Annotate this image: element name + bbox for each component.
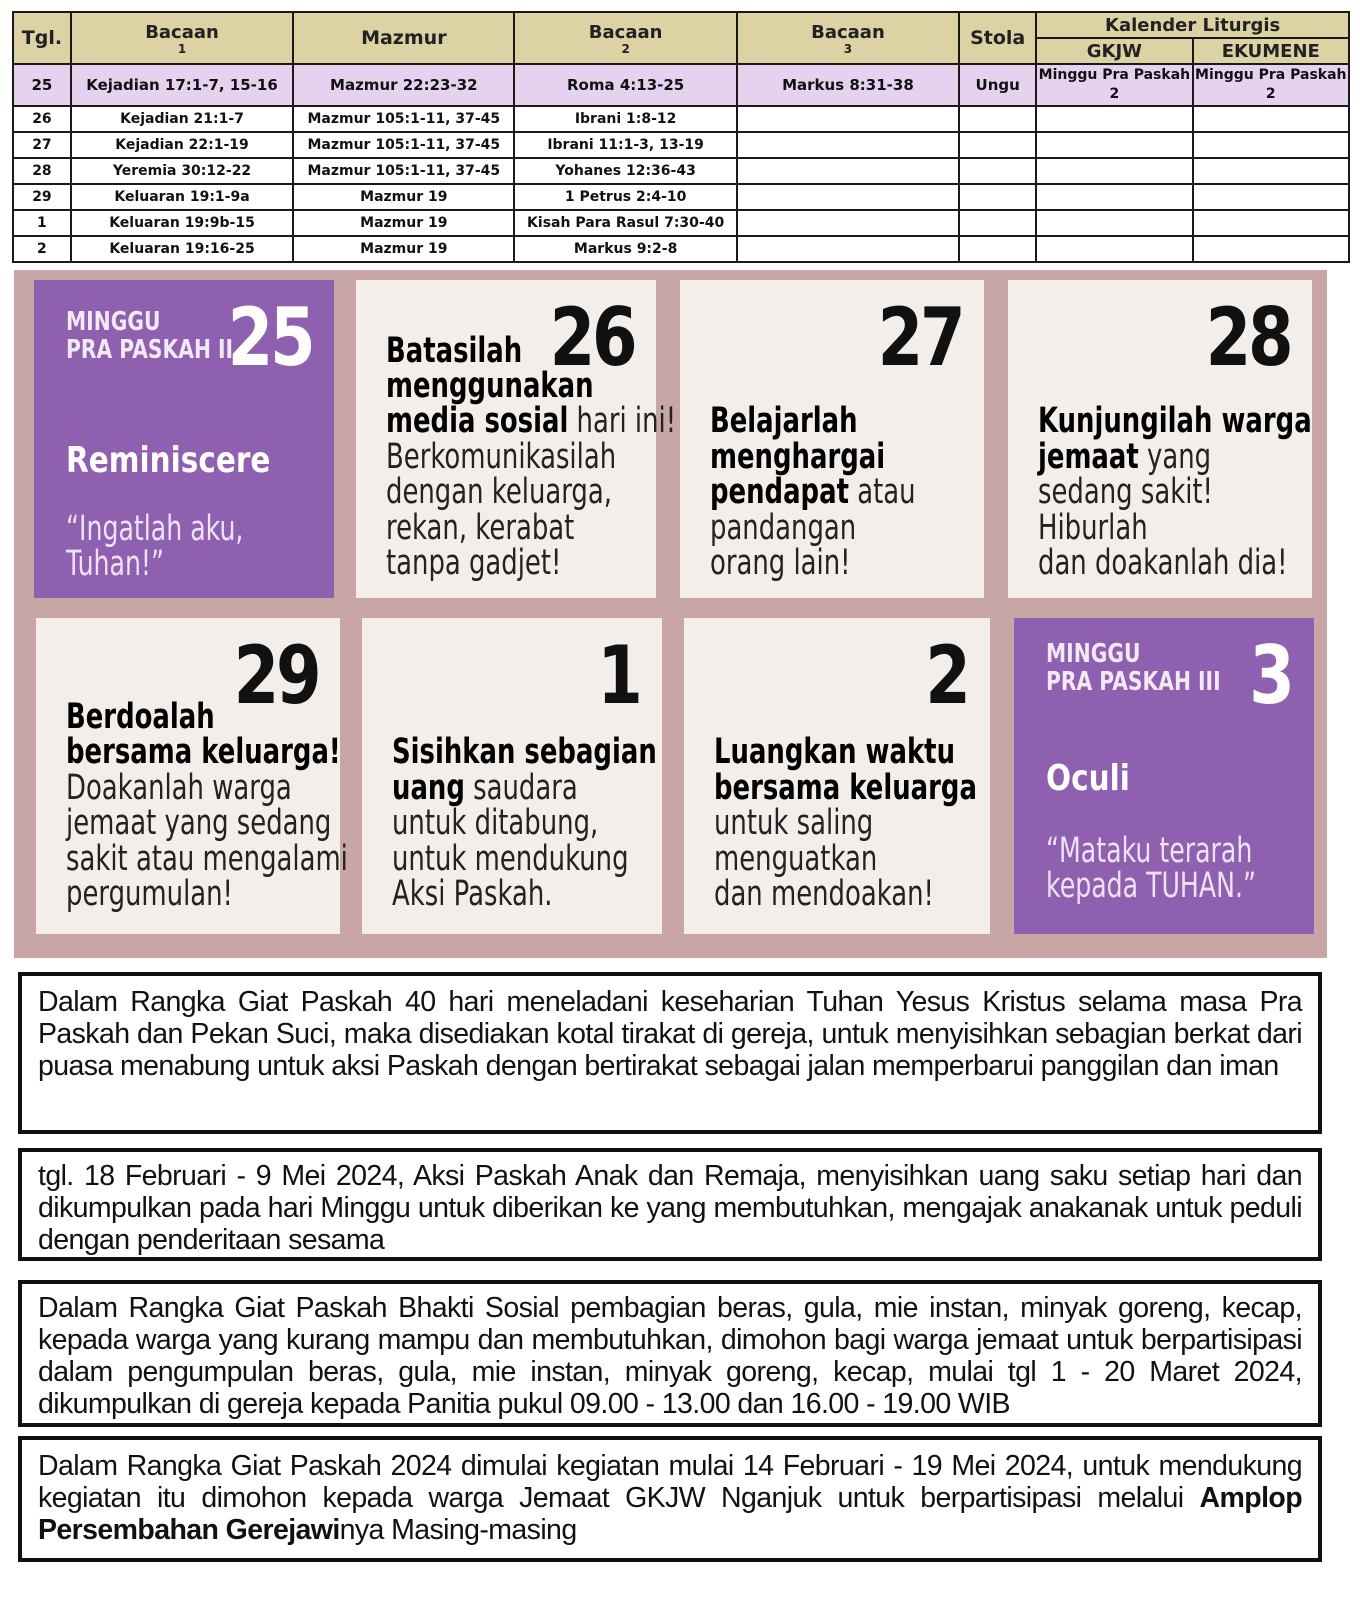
- sunday-quote-line2: kepada TUHAN.”: [1046, 866, 1257, 906]
- sunday-quote-line2: Tuhan!”: [66, 544, 165, 584]
- message-line: menggunakan: [386, 366, 594, 406]
- notice-kotak-tirakat: [18, 972, 1322, 1134]
- notice-text-bold: Amplop Persembahan Gerejawi: [38, 1482, 1302, 1546]
- cell-ekumene: Minggu Pra Paskah 2: [1193, 64, 1349, 106]
- cell-mazmur: Mazmur 22:23-32: [293, 64, 514, 106]
- message-line: Batasilah: [386, 331, 523, 371]
- header-bacaan-3: Bacaan 3: [737, 12, 959, 64]
- sunday-quote-line1: “Mataku terarah: [1046, 831, 1253, 871]
- cell-gkjw: [1036, 236, 1192, 262]
- calendar-cell-26: [356, 280, 677, 598]
- cell-bacaan-1: Keluaran 19:16-25: [71, 236, 293, 262]
- message-line: sakit atau mengalami: [66, 839, 348, 879]
- cell-ekumene: [1193, 184, 1349, 210]
- cell-stola: Ungu: [959, 64, 1036, 106]
- message-line: sedang sakit!: [1038, 472, 1213, 512]
- cell-gkjw: Minggu Pra Paskah 2: [1036, 64, 1192, 106]
- header-mazmur: Mazmur: [293, 12, 514, 64]
- day-number: 2: [925, 629, 968, 722]
- cell-tgl: 25: [13, 64, 71, 106]
- sunday-quote-line1: “Ingatlah aku,: [66, 509, 244, 549]
- cell-bacaan-3: [737, 184, 959, 210]
- notice-text: Dalam Rangka Giat Paskah Bhakti Sosial pembagian beras, gula, mie instan, minyak goreng, kecap, kepada warga yang kurang mampu dan membutuhkan, dimohon bagi warga jemaat untuk berpartisipasi dalam pengumpulan beras, gula, mie instan, minyak goreng, kecap, mulai tgl 1 - 20 Maret 2024, dikumpulkan di gereja kepada Panitia pukul 09.00 - 13.00 dan 16.00 - 19.00 WIB: [38, 1292, 1302, 1420]
- cell-tgl: 1: [13, 210, 71, 236]
- header-gkjw: GKJW: [1036, 38, 1192, 64]
- cell-tgl: 27: [13, 132, 71, 158]
- cell-mazmur: Mazmur 19: [293, 236, 514, 262]
- message-line: dan doakanlah dia!: [1038, 543, 1288, 583]
- message-line: uang saudara: [392, 768, 578, 808]
- day-number: 1: [597, 629, 640, 722]
- cell-ekumene: [1193, 132, 1349, 158]
- sunday-title-line1: MINGGU: [1046, 639, 1141, 669]
- table-row: [13, 64, 1349, 106]
- cell-bacaan-1: Keluaran 19:1-9a: [71, 184, 293, 210]
- cell-bacaan-3: [737, 106, 959, 132]
- cell-stola: [959, 184, 1036, 210]
- table-row: [13, 158, 1349, 184]
- notice-text: Dalam Rangka Giat Paskah 40 hari meneladani keseharian Tuhan Yesus Kristus selama masa Pra Paskah dan Pekan Suci, maka disediakan kotal tirakat di gereja, untuk menyisihkan sebagian berkat dari puasa menabung untuk aksi Paskah dengan bertirakat sebagai jalan memperbarui panggilan dan iman: [38, 986, 1302, 1082]
- table-row: [13, 184, 1349, 210]
- table-row: [13, 210, 1349, 236]
- calendar-grid: [14, 270, 1327, 958]
- sunday-name: Oculi: [1046, 758, 1130, 799]
- cell-tgl: 29: [13, 184, 71, 210]
- cell-bacaan-2: Markus 9:2-8: [514, 236, 736, 262]
- cell-ekumene: [1193, 210, 1349, 236]
- sunday-name: Reminiscere: [66, 440, 271, 481]
- calendar-cell-28: [1008, 280, 1312, 598]
- header-ekumene: EKUMENE: [1193, 38, 1349, 64]
- message-line: menghargai: [710, 437, 886, 477]
- cell-stola: [959, 210, 1036, 236]
- message-line: bersama keluarga: [714, 768, 977, 808]
- message-line: pergumulan!: [66, 874, 233, 914]
- cell-bacaan-3: [737, 210, 959, 236]
- cell-bacaan-3: [737, 132, 959, 158]
- calendar-cell-25: [34, 280, 334, 598]
- calendar-cell-2: [684, 618, 990, 934]
- message-line: menguatkan: [714, 839, 878, 879]
- day-number: 26: [549, 291, 634, 384]
- notice-text: Dalam Rangka Giat Paskah 2024 dimulai kegiatan mulai 14 Februari - 19 Mei 2024, untuk mendukung kegiatan itu dimohon kepada warga Jemaat GKJW Nganjuk untuk berpartisipasi melalui: [38, 1450, 1302, 1514]
- table-row: [13, 236, 1349, 262]
- message-line: untuk ditabung,: [392, 803, 599, 843]
- header-bacaan-2: Bacaan 2: [514, 12, 736, 64]
- cell-bacaan-3: [737, 236, 959, 262]
- cell-bacaan-1: Yeremia 30:12-22: [71, 158, 293, 184]
- cell-tgl: 2: [13, 236, 71, 262]
- cell-bacaan-1: Keluaran 19:9b-15: [71, 210, 293, 236]
- message-line: Doakanlah warga: [66, 768, 292, 808]
- cell-ekumene: [1193, 158, 1349, 184]
- cell-gkjw: [1036, 210, 1192, 236]
- cell-mazmur: Mazmur 19: [293, 210, 514, 236]
- message-line: Luangkan waktu: [714, 732, 956, 772]
- message-line: Kunjungilah warga: [1038, 401, 1312, 441]
- cell-mazmur: Mazmur 19: [293, 184, 514, 210]
- cell-mazmur: Mazmur 105:1-11, 37-45: [293, 106, 514, 132]
- cell-tgl: 26: [13, 106, 71, 132]
- day-number: 27: [877, 291, 962, 384]
- table-row: [13, 106, 1349, 132]
- header-tgl: Tgl.: [13, 12, 71, 64]
- message-line: bersama keluarga!: [66, 732, 341, 772]
- cell-stola: [959, 106, 1036, 132]
- cell-ekumene: [1193, 236, 1349, 262]
- sunday-title-line2: PRA PASKAH II: [66, 335, 234, 365]
- day-number: 28: [1205, 291, 1290, 384]
- message-line: media sosial hari ini!: [386, 401, 677, 441]
- notice-amplop-persembahan: [18, 1436, 1322, 1562]
- header-bacaan-1: Bacaan 1: [71, 12, 293, 64]
- message-line: untuk saling: [714, 803, 874, 843]
- calendar-cell-1: [362, 618, 662, 934]
- cell-gkjw: [1036, 106, 1192, 132]
- message-line: Berkomunikasilah: [386, 437, 617, 477]
- cell-bacaan-1: Kejadian 17:1-7, 15-16: [71, 64, 293, 106]
- cell-stola: [959, 236, 1036, 262]
- cell-gkjw: [1036, 184, 1192, 210]
- message-line: rekan, kerabat: [386, 508, 575, 548]
- sunday-title-line1: MINGGU: [66, 307, 161, 337]
- readings-table: [12, 11, 1350, 263]
- message-line: dengan keluarga,: [386, 472, 612, 512]
- cell-gkjw: [1036, 158, 1192, 184]
- cell-stola: [959, 132, 1036, 158]
- message-line: Belajarlah: [710, 401, 858, 441]
- cell-bacaan-2: Ibrani 11:1-3, 13-19: [514, 132, 736, 158]
- message-line: Berdoalah: [66, 697, 215, 737]
- cell-mazmur: Mazmur 105:1-11, 37-45: [293, 132, 514, 158]
- message-line: orang lain!: [710, 543, 851, 583]
- day-number: 25: [227, 291, 312, 384]
- notice-bhakti-sosial: [18, 1280, 1322, 1427]
- header-kalender-liturgis: Kalender Liturgis: [1036, 12, 1349, 38]
- cell-bacaan-2: Yohanes 12:36-43: [514, 158, 736, 184]
- message-line: Hiburlah: [1038, 508, 1148, 548]
- message-line: jemaat yang: [1038, 437, 1212, 477]
- table-row: [13, 132, 1349, 158]
- notice-text: tgl. 18 Februari - 9 Mei 2024, Aksi Paskah Anak dan Remaja, menyisihkan uang saku setiap hari dan dikumpulkan pada hari Minggu untuk diberikan ke yang membutuhkan, mengajak anakanak untuk peduli dengan penderitaan sesama: [38, 1160, 1302, 1256]
- header-stola: Stola: [959, 12, 1036, 64]
- cell-bacaan-1: Kejadian 21:1-7: [71, 106, 293, 132]
- cell-bacaan-2: Roma 4:13-25: [514, 64, 736, 106]
- message-line: untuk mendukung: [392, 839, 629, 879]
- message-line: dan mendoakan!: [714, 874, 934, 914]
- notice-text: nya Masing-masing: [339, 1514, 577, 1546]
- cell-bacaan-2: Ibrani 1:8-12: [514, 106, 736, 132]
- cell-bacaan-3: [737, 158, 959, 184]
- day-number: 29: [233, 629, 318, 722]
- message-line: jemaat yang sedang: [66, 803, 332, 843]
- cell-bacaan-2: Kisah Para Rasul 7:30-40: [514, 210, 736, 236]
- cell-bacaan-3: Markus 8:31-38: [737, 64, 959, 106]
- cell-ekumene: [1193, 106, 1349, 132]
- cell-stola: [959, 158, 1036, 184]
- calendar-cell-29: [36, 618, 348, 934]
- cell-mazmur: Mazmur 105:1-11, 37-45: [293, 158, 514, 184]
- message-line: Sisihkan sebagian: [392, 732, 657, 772]
- message-line: tanpa gadjet!: [386, 543, 562, 583]
- calendar-cell-27: [680, 280, 984, 598]
- message-line: Aksi Paskah.: [392, 874, 553, 914]
- cell-bacaan-2: 1 Petrus 2:4-10: [514, 184, 736, 210]
- cell-bacaan-1: Kejadian 22:1-19: [71, 132, 293, 158]
- notice-aksi-paskah-anak: [18, 1148, 1322, 1261]
- message-line: pandangan: [710, 508, 857, 548]
- day-number: 3: [1249, 629, 1292, 722]
- cell-tgl: 28: [13, 158, 71, 184]
- cell-gkjw: [1036, 132, 1192, 158]
- calendar-cell-3: [1014, 618, 1314, 934]
- message-line: pendapat atau: [710, 472, 916, 512]
- sunday-title-line2: PRA PASKAH III: [1046, 667, 1221, 697]
